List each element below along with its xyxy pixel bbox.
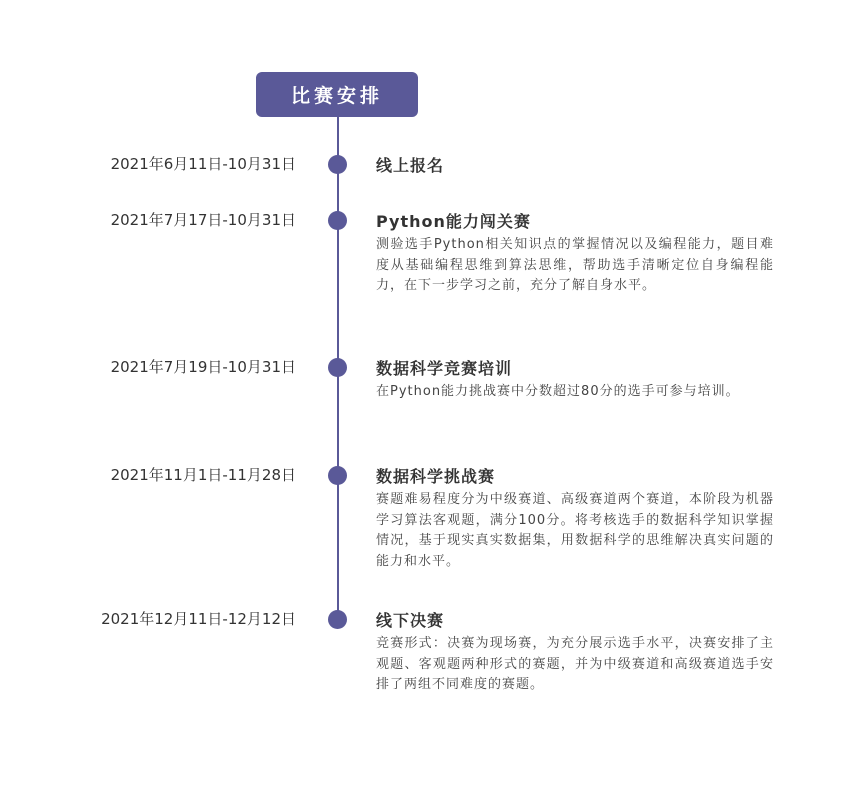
event-description: 赛题难易程度分为中级赛道、高级赛道两个赛道，本阶段为机器学习算法客观题，满分100分。将考核选手的数据科学知识掌握情况，基于现实真实数据集，用数据科学的思维解决真实问题的能力和水平。 [376, 492, 774, 569]
event-date: 2021年6月11日-10月31日 [110, 155, 296, 173]
timeline-dot [328, 211, 347, 230]
event-date: 2021年12月11日-12月12日 [101, 610, 296, 628]
event-description: 测验选手Python相关知识点的掌握情况以及编程能力，题目难度从基础编程思维到算法思维，帮助选手清晰定位自身编程能力，在下一步学习之前，充分了解自身水平。 [376, 237, 774, 293]
event-description: 在Python能力挑战赛中分数超过80分的选手可参与培训。 [376, 384, 740, 399]
timeline-dot [328, 358, 347, 377]
timeline-dot [328, 610, 347, 629]
event-title: 线上报名 [376, 156, 445, 175]
schedule-title: 比赛安排 [256, 72, 418, 117]
event-title: 数据科学挑战赛 [376, 467, 496, 486]
event-title: 线下决赛 [376, 611, 445, 630]
event-date: 2021年7月19日-10月31日 [110, 358, 296, 376]
timeline-dot [328, 155, 347, 174]
event-title: 数据科学竞赛培训 [376, 359, 513, 378]
event-description: 竞赛形式：决赛为现场赛，为充分展示选手水平，决赛安排了主观题、客观题两种形式的赛题，并为中级赛道和高级赛道选手安排了两组不同难度的赛题。 [376, 636, 774, 692]
event-date: 2021年11月1日-11月28日 [110, 466, 296, 484]
timeline-dot [328, 466, 347, 485]
event-title: Python能力闯关赛 [376, 212, 531, 231]
event-date: 2021年7月17日-10月31日 [110, 211, 296, 229]
